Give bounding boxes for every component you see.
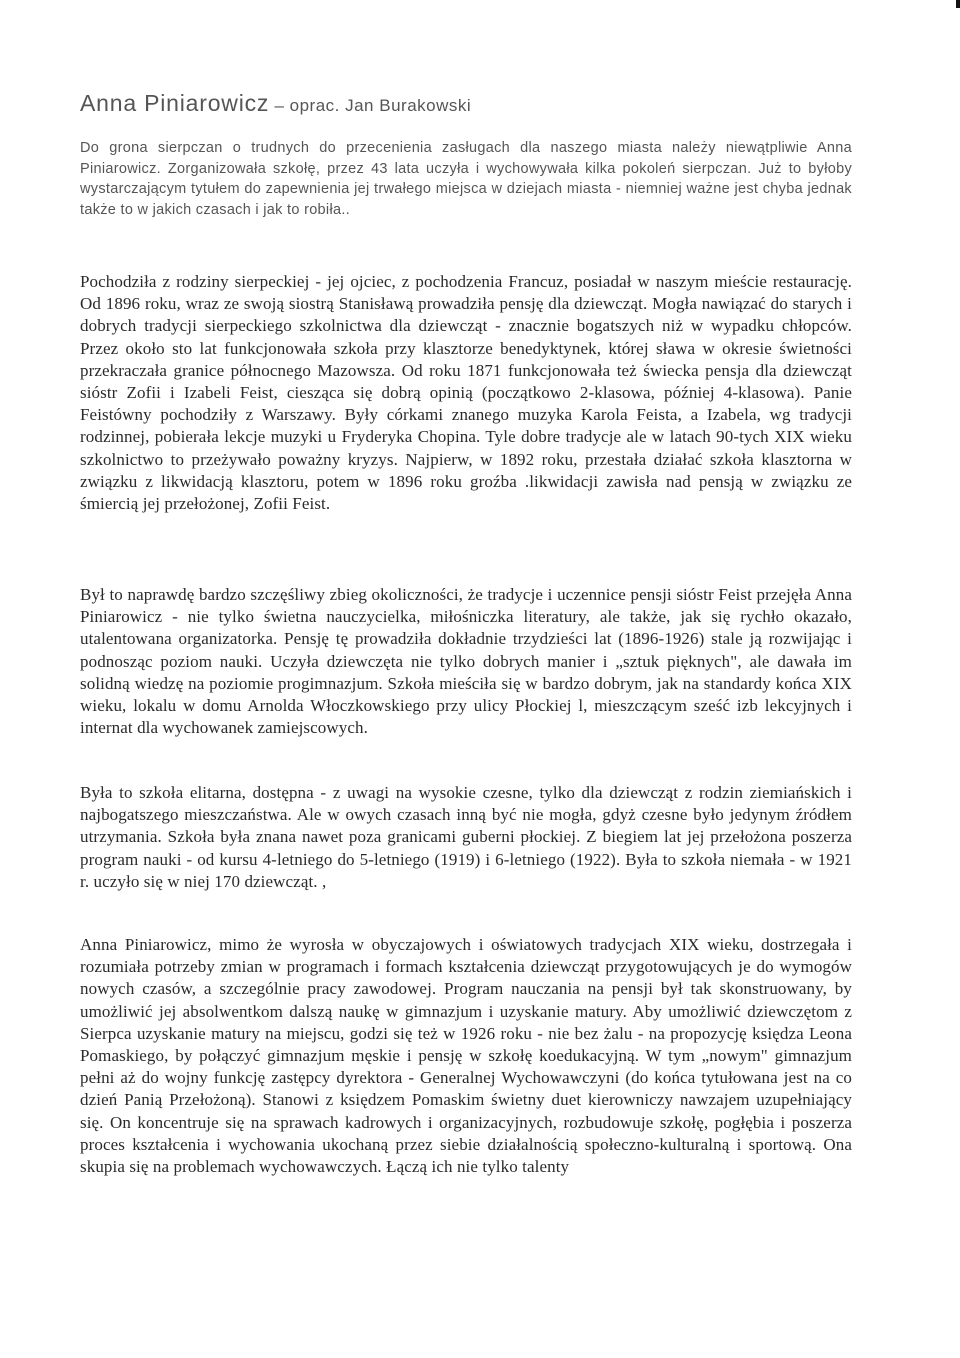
paragraph-pension: Był to naprawdę bardzo szczęśliwy zbieg okoliczności, że tradycje i uczennice pensji sióstr Feist przejęła Anna Piniarowicz - nie tylko świetna nauczycielka, miłośniczka literatury, ale także, jak się rychło okazało, utalentowana organizatorka. Pensję tę prowadziła dokładnie trzydzieści lat (1896-1926) stale ją rozwijając i podnosząc poziom nauki. Uczyła dziewczęta nie tylko dobrych manier i „sztuk pięknych", ale dawała im solidną wiedzę na poziomie progimnazjum. Szkoła mieściła się w bardzo dobrym, jak na standardy końca XIX wieku, lokalu w domu Arnolda Włoczkowskiego przy ulicy Płockiej l, mieszczącym sześć izb lekcyjnych i internat dla wychowanek zamiejscowych.	[80, 585, 852, 738]
author-name: Anna Piniarowicz	[80, 90, 270, 116]
paragraph-gymnasium: Anna Piniarowicz, mimo że wyrosła w obyczajowych i oświatowych tradycjach XIX wieku, dostrzegała i rozumiała potrzeby zmian w programach i formach kształcenia dziewcząt przygotowujących je do wymogów nowych czasów, a szczególnie pracy zawodowej. Program nauczania na pensji był tak skonstruowany, by umożliwić jej absolwentkom dalszą naukę w gimnazjum i uzyskanie matury. Aby umożliwić dziewczętom z Sierpca uzyskanie matury na miejscu, godzi się też w 1926 roku - nie bez żalu - na propozycję księdza Leona Pomaskiego, by połączyć gimnazjum męskie i pensję w szkołę koedukacyjną. W tym „nowym" gimnazjum pełni aż do wojny funkcję zastępcy dyrektora - Generalnej Wychowawczyni (do końca tytułowana jest na co dzień Panią Przełożoną). Stanowi z księdzem Pomaskim świetny duet kierowniczy nawzajem uzupełniający się. On koncentruje się na sprawach kadrowych i organizacyjnych, rozbudowuje szkołę, pogłębia i poszerza proces kształcenia i wychowania ukochaną przez siebie działalnością społeczno-kulturalną i sportową. Ona skupia się na problemach wychowawczych. Łączą ich nie tylko talenty	[80, 935, 852, 1177]
document-heading	[80, 90, 852, 117]
paragraph-family-origin: Pochodziła z rodziny sierpeckiej - jej ojciec, z pochodzenia Francuz, posiadał w naszym mieście restaurację. Od 1896 roku, wraz ze swoją siostrą Stanisławą prowadziła pensję dla dziewcząt. Mogła nawiązać do starych i dobrych tradycji sierpeckiego szkolnictwa dla dziewcząt - znacznie bogatszych niż w wypadku chłopców. Przez około sto lat funkcjonowała szkoła przy klasztorze benedyktynek, której sława w okresie świetności przekraczała granice północnego Mazowsza. Od roku 1871 funkcjonowała też świecka pensja dla dziewcząt sióstr Zofii i Izabeli Feist, ciesząca się dobrą opinią (początkowo 2-klasowa, później 4-klasowa). Panie Feistówny pochodziły z Warszawy. Były córkami znanego muzyka Karola Feista, a Izabela, wg tradycji rodzinnej, pobierała lekcje muzyki u Fryderyka Chopina. Tyle dobre tradycje ale w latach 90-tych XIX wieku szkolnictwo to przeżywało poważny kryzys. Najpierw, w 1892 roku, przestała działać szkoła klasztorna w związku z likwidacją klasztoru, potem w 1896 roku groźba .likwidacji zawisła nad pensją w związku ze śmiercią jej przełożonej, Zofii Feist.	[80, 272, 852, 514]
editor-credit: – oprac. Jan Burakowski	[269, 96, 472, 115]
paragraph-elite-school: Była to szkoła elitarna, dostępna - z uwagi na wysokie czesne, tylko dla dziewcząt z rodzin ziemiańskich i najbogatszego mieszczaństwa. Ale w owych czasach inną być nie mogła, gdyż czesne było jedynym źródłem utrzymania. Szkoła była znana nawet poza granicami guberni płockiej. Z biegiem lat jej przełożona poszerza program nauki - od kursu 4-letniego do 5-letniego (1919) i 6-letniego (1922). Była to szkoła niemała - w 1921 r. uczyło się w niej 170 dziewcząt. ,	[80, 783, 852, 891]
paragraph-intro: Do grona sierpczan o trudnych do przecenienia zasługach dla naszego miasta należy niewątpliwie Anna Piniarowicz. Zorganizowała szkołę, przez 43 lata uczyła i wychowywała kilka pokoleń sierpczan. Już to byłoby wystarczającym tytułem do zapewnienia jej trwałego miejsca w dziejach miasta - niemniej ważne jest chyba jednak także to w jakich czasach i jak to robiła..	[80, 140, 852, 218]
scan-edge-mark	[956, 0, 960, 8]
